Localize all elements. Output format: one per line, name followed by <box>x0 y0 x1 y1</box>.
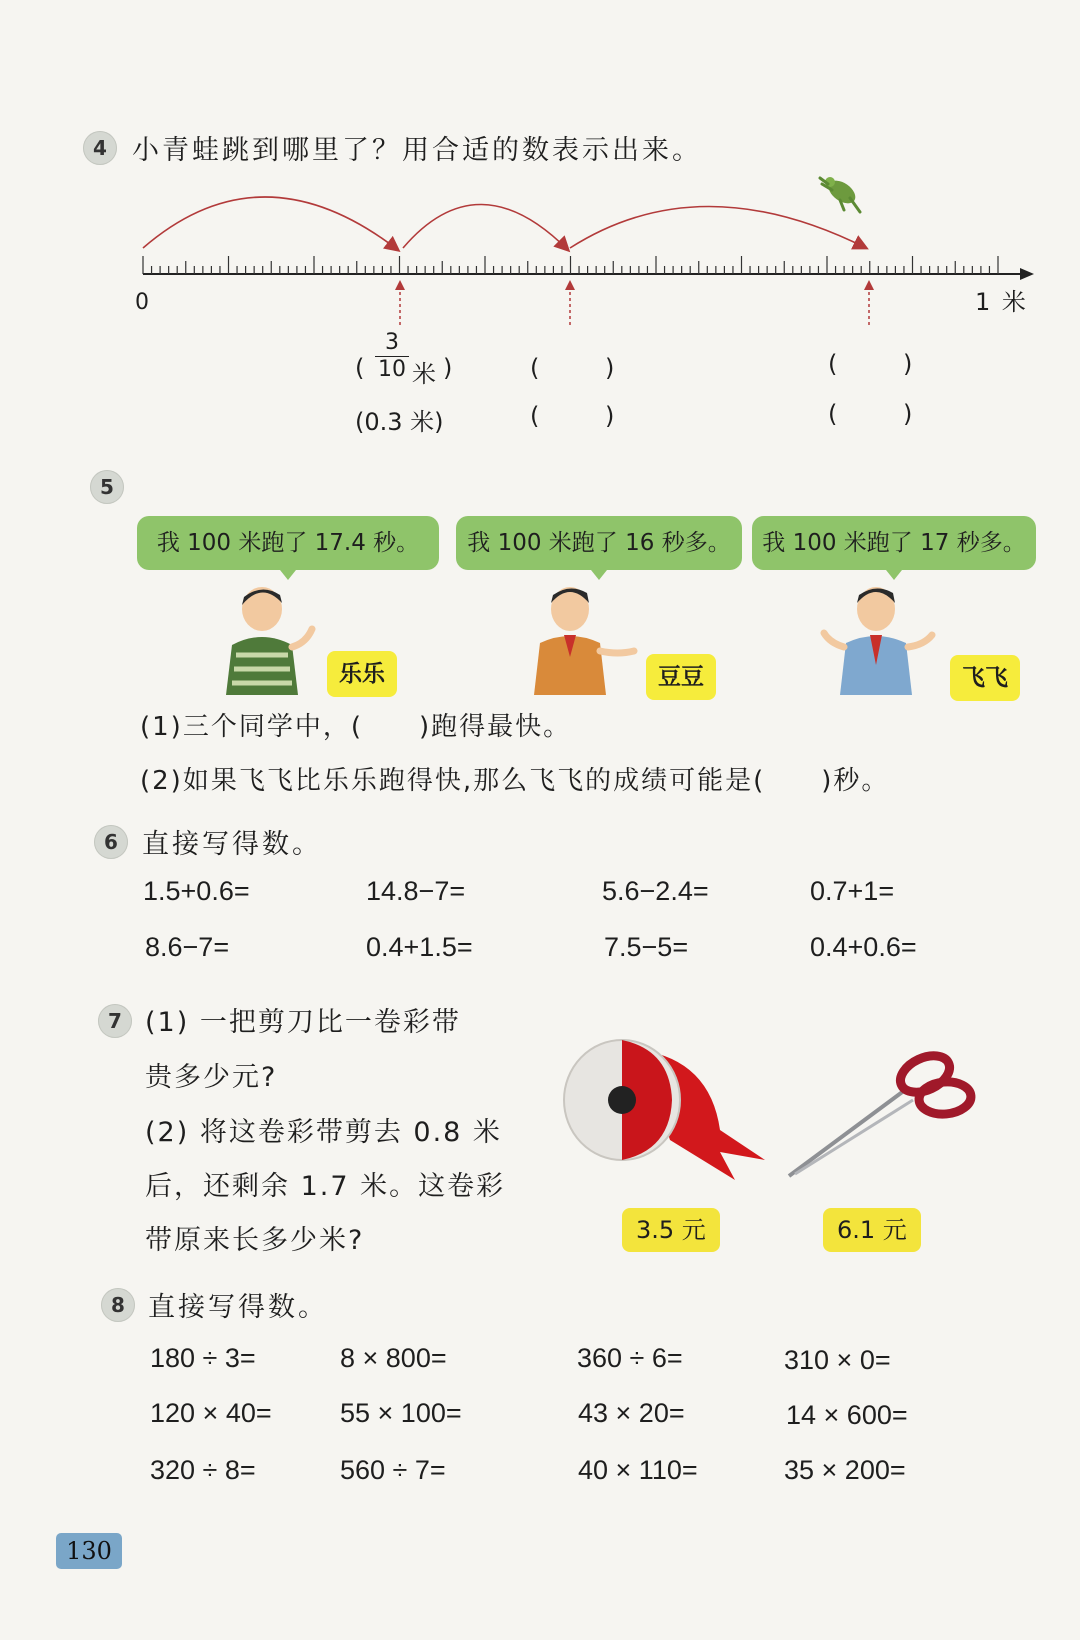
q8-equation: 180 ÷ 3= <box>150 1343 256 1373</box>
q8-equation: 40 × 110= <box>578 1455 698 1485</box>
answer-3-close-paren: ) <box>903 350 913 378</box>
question-8-title: 直接写得数。 <box>148 1292 328 1323</box>
question-7-line-5: 带原来长多少米? <box>145 1225 365 1256</box>
decimal-answer-3-close: ) <box>903 400 913 428</box>
ribbon-roll-illustration <box>560 1030 770 1200</box>
question-7-line-2: 贵多少元? <box>145 1062 278 1093</box>
name-tag-doudou: 豆豆 <box>646 654 716 700</box>
fraction-denominator: 10 <box>378 357 406 382</box>
question-5-part-1: (1)三个同学中，( )跑得最快。 <box>140 712 572 742</box>
q6-equation: 8.6−7= <box>145 932 230 962</box>
number-line <box>0 170 1080 340</box>
q8-equation: 320 ÷ 8= <box>150 1455 256 1485</box>
answer-2-open-paren: ( <box>530 354 540 382</box>
q8-equation: 35 × 200= <box>784 1455 906 1485</box>
question-number-8: 8 <box>101 1288 135 1322</box>
question-4-title: 小青蛙跳到哪里了？用合适的数表示出来。 <box>132 135 702 166</box>
question-number-6: 6 <box>94 825 128 859</box>
question-number-5: 5 <box>90 470 124 504</box>
name-tag-feifei: 飞飞 <box>950 655 1020 701</box>
child-doudou-illustration <box>530 585 640 695</box>
speech-bubble-lele: 我 100 米跑了 17.4 秒。 <box>137 516 439 570</box>
q8-equation: 310 × 0= <box>784 1345 891 1375</box>
q6-equation: 0.7+1= <box>810 876 895 906</box>
question-7-line-4: 后，还剩余 1.7 米。这卷彩 <box>145 1171 506 1202</box>
q6-equation: 5.6−2.4= <box>602 876 709 906</box>
price-tag-ribbon: 3.5 元 <box>622 1208 720 1252</box>
scissors-illustration <box>785 1040 985 1180</box>
question-number-7: 7 <box>98 1004 132 1038</box>
question-6-title: 直接写得数。 <box>142 829 322 860</box>
jump-arc-2 <box>403 204 568 250</box>
q6-equation: 14.8−7= <box>366 876 466 906</box>
q6-equation: 0.4+0.6= <box>810 932 917 962</box>
question-number-4: 4 <box>83 131 117 165</box>
decimal-answer-first: (0.3 米) <box>355 408 444 436</box>
page-number: 130 <box>56 1533 122 1569</box>
axis-label-one-meter: 1 米 <box>975 288 1028 316</box>
answer-2-close-paren: ) <box>605 354 615 382</box>
name-tag-lele: 乐乐 <box>327 651 397 697</box>
q6-equation: 1.5+0.6= <box>143 876 250 906</box>
q8-equation: 43 × 20= <box>578 1398 685 1428</box>
frog-icon <box>820 176 860 212</box>
q6-equation: 7.5−5= <box>604 932 689 962</box>
q8-equation: 8 × 800= <box>340 1343 447 1373</box>
jump-arc-3 <box>570 207 866 249</box>
decimal-answer-3-open: ( <box>828 400 838 428</box>
answer-1-close-paren: ) <box>443 354 453 382</box>
price-tag-scissors: 6.1 元 <box>823 1208 921 1252</box>
q8-equation: 55 × 100= <box>340 1398 462 1428</box>
question-7-line-3: (2) 将这卷彩带剪去 0.8 米 <box>145 1117 502 1148</box>
question-5-part-2: (2)如果飞飞比乐乐跑得快,那么飞飞的成绩可能是( )秒。 <box>140 766 890 796</box>
decimal-answer-2-close: ) <box>605 402 615 430</box>
fraction-three-tenths <box>375 330 409 383</box>
q8-equation: 560 ÷ 7= <box>340 1455 446 1485</box>
fraction-unit: 米 <box>412 360 436 388</box>
decimal-answer-2-open: ( <box>530 402 540 430</box>
answer-1-open-paren: ( <box>355 354 365 382</box>
fraction-numerator: 3 <box>385 330 399 355</box>
q6-equation: 0.4+1.5= <box>366 932 473 962</box>
question-7-line-1: (1) 一把剪刀比一卷彩带 <box>145 1007 461 1038</box>
q8-equation: 14 × 600= <box>786 1400 908 1430</box>
q8-equation: 360 ÷ 6= <box>577 1343 683 1373</box>
axis-label-zero: 0 <box>135 290 151 315</box>
answer-3-open-paren: ( <box>828 350 838 378</box>
jump-arc-1 <box>143 197 398 250</box>
q8-equation: 120 × 40= <box>150 1398 272 1428</box>
speech-bubble-doudou: 我 100 米跑了 16 秒多。 <box>456 516 742 570</box>
child-feifei-illustration <box>820 585 940 695</box>
speech-bubble-feifei: 我 100 米跑了 17 秒多。 <box>752 516 1036 570</box>
child-lele-illustration <box>222 585 322 695</box>
